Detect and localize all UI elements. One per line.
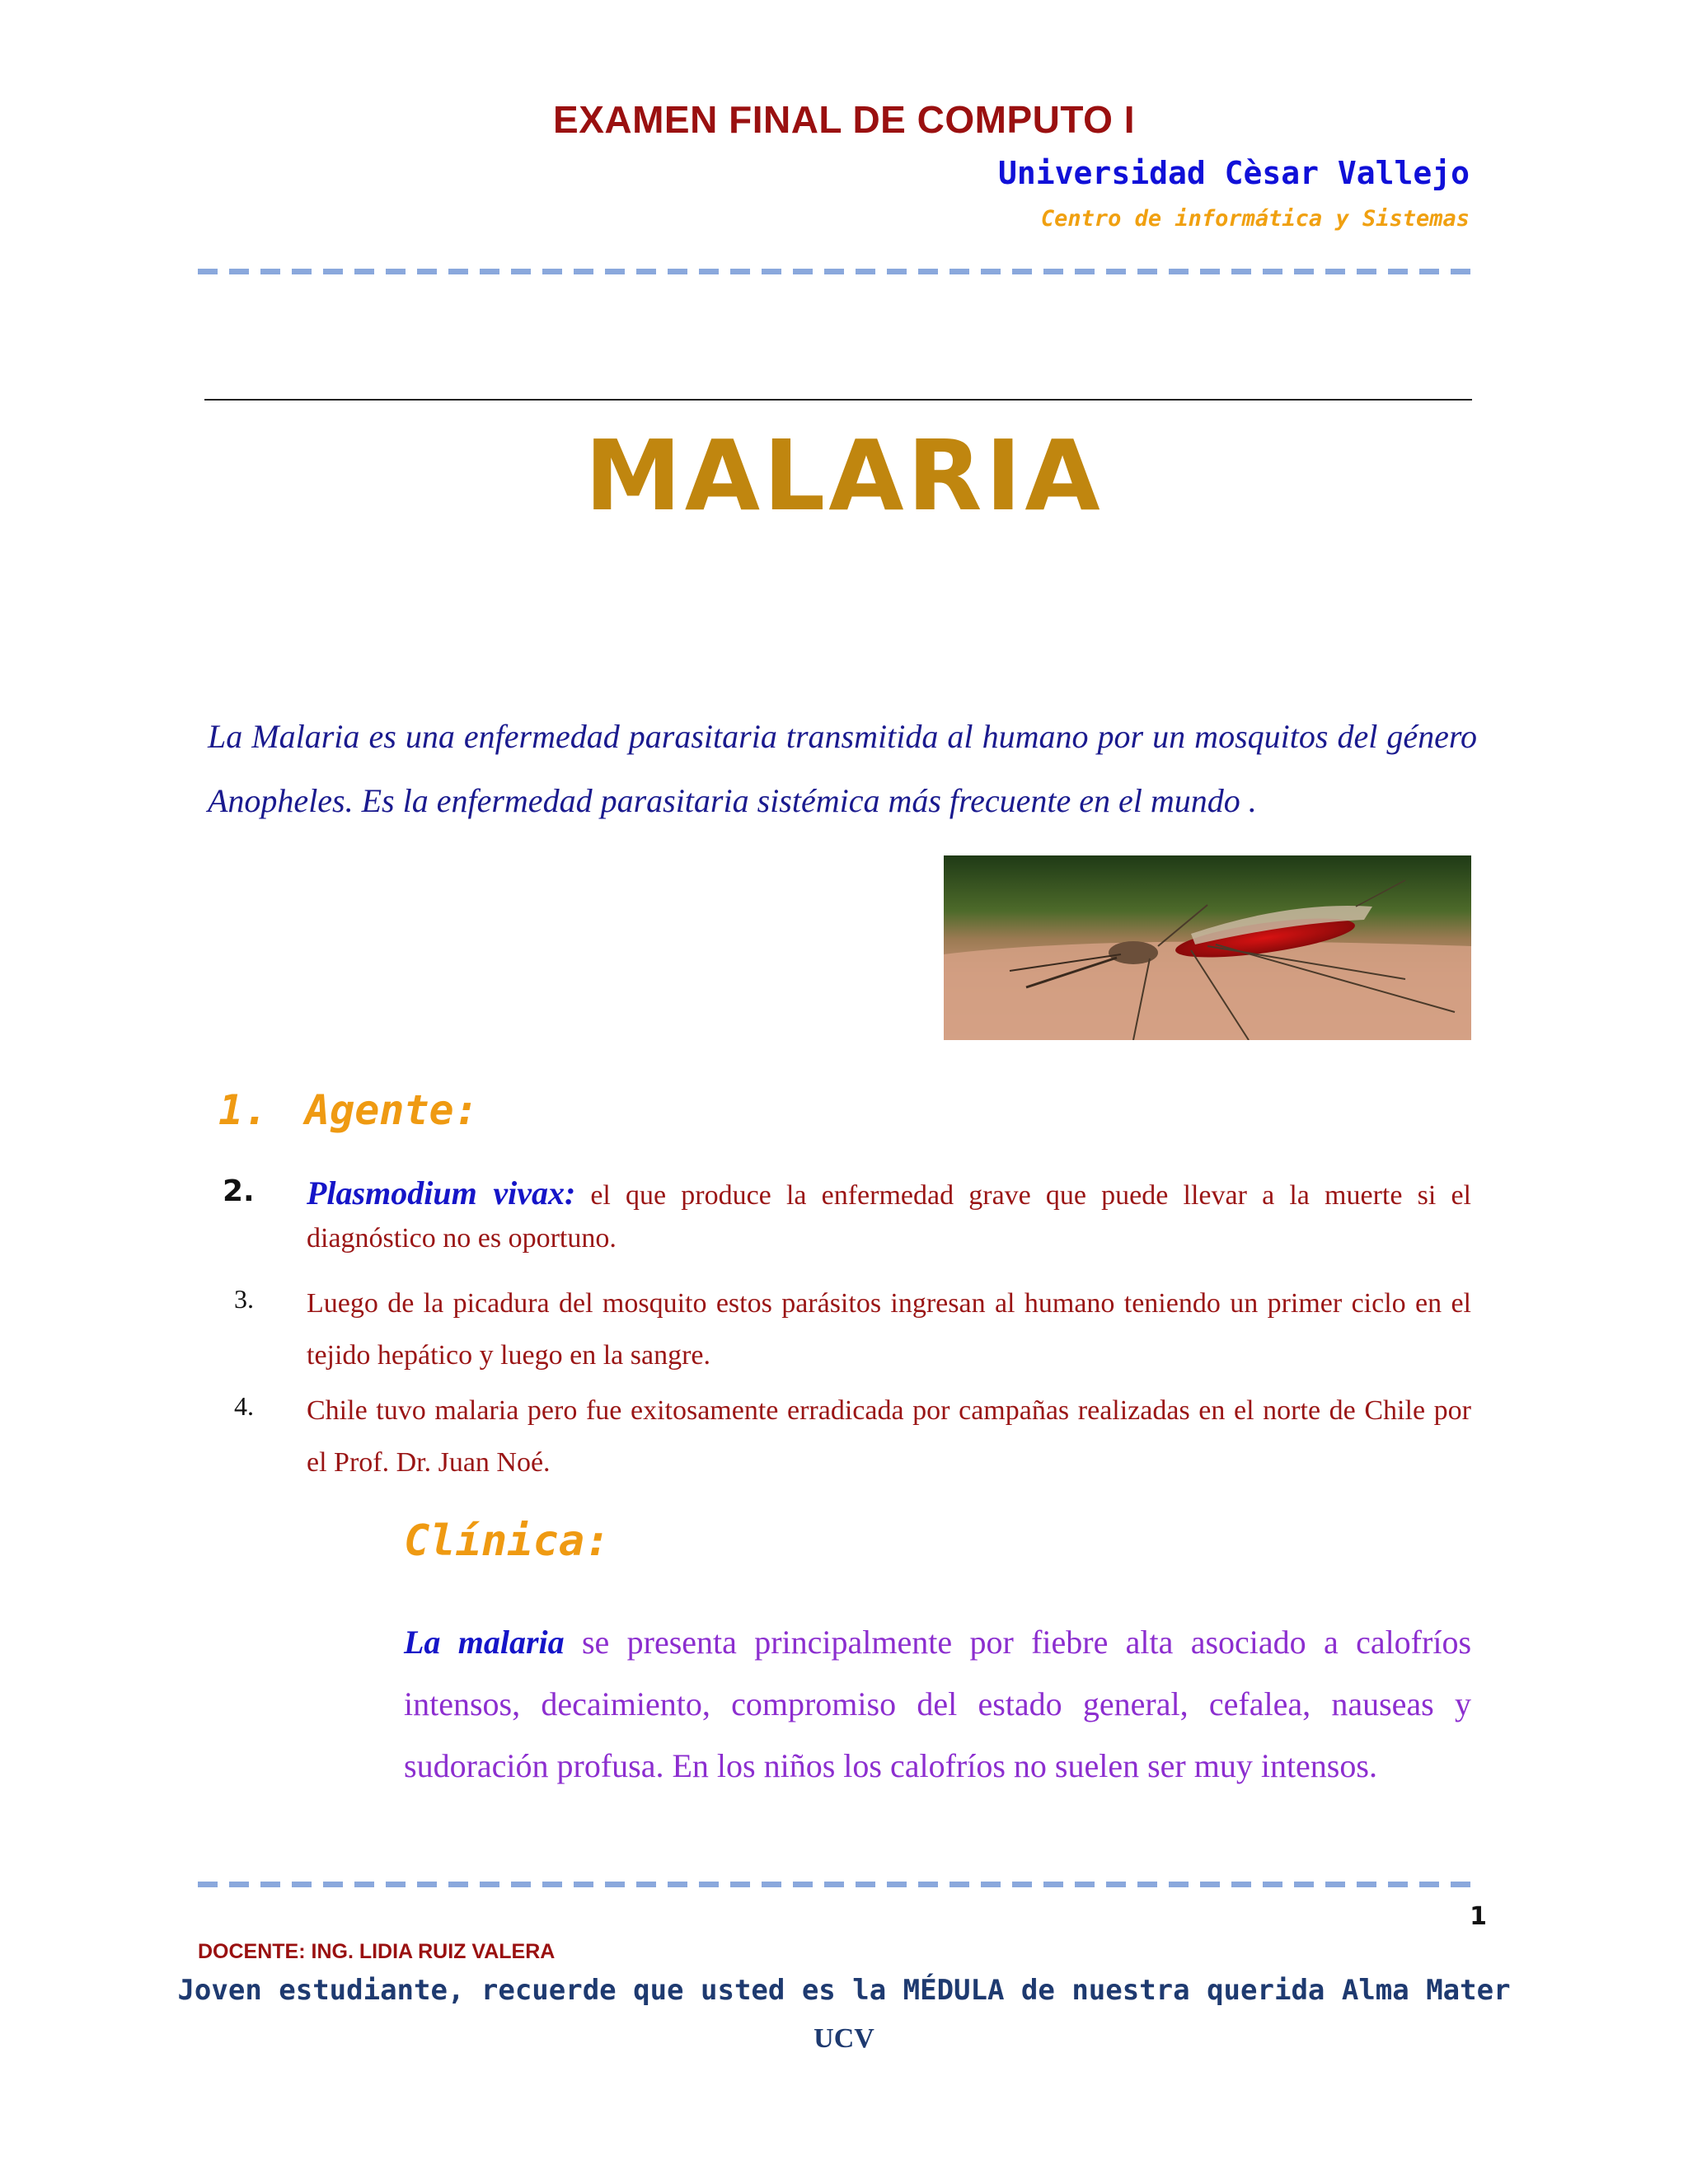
- footer-motto: Joven estudiante, recuerde que usted es la MÉDULA de nuestra querida Alma Mater: [177, 1974, 1511, 2007]
- center-name: Centro de informática y Sistemas: [1040, 206, 1470, 232]
- list-item: Chile tuvo malaria pero fue exitosamente erradicada por campañas realizadas en el norte de Chile por el Prof. Dr. Juan Noé.: [307, 1395, 1471, 1478]
- list-item-number: 4.: [234, 1391, 254, 1421]
- plasmodium-vivax-term: Plasmodium vivax:: [307, 1174, 576, 1212]
- list-item-text: el que produce la enfermedad grave que puede llevar a la muerte si el diagnóstico no es oportuno.: [307, 1180, 1471, 1254]
- la-malaria-term: La malaria: [404, 1624, 565, 1661]
- intro-paragraph: La Malaria es una enfermedad parasitaria transmitida al humano por un mosquitos del género Anopheles. Es la enfermedad parasitaria sistémica más frecuente en el mundo .: [208, 718, 1477, 819]
- mosquito-photo: [944, 855, 1471, 1040]
- header-dashed-divider: [198, 269, 1471, 274]
- list-item-number: 3.: [234, 1284, 254, 1314]
- title-rule: [204, 399, 1472, 401]
- footer-dashed-divider: [198, 1882, 1471, 1887]
- clinica-text: se presenta principalmente por fiebre alta asociado a calofríos intensos, decaimiento, compromiso del estado general, cefalea, nauseas y sudoración profusa. En los niños los calofríos no suelen ser muy intensos.: [404, 1624, 1472, 1784]
- exam-title: EXAMEN FINAL DE COMPUTO I: [553, 98, 1135, 141]
- section-agente-heading: Agente:: [305, 1086, 479, 1134]
- page-number: 1: [1470, 1902, 1487, 1931]
- footer-acronym: UCV: [814, 2023, 874, 2054]
- list-item: Luego de la picadura del mosquito estos parásitos ingresan al humano teniendo un primer ciclo en el tejido hepático y luego en la sangre.: [307, 1288, 1471, 1371]
- university-name: Universidad Cèsar Vallejo: [998, 155, 1470, 191]
- document-title: MALARIA: [584, 419, 1104, 532]
- teacher-name: DOCENTE: ING. LIDIA RUIZ VALERA: [198, 1940, 556, 1963]
- list-item: [307, 1172, 1471, 1260]
- clinica-paragraph: [404, 1611, 1471, 1797]
- section-agente-number: 1.: [218, 1086, 269, 1134]
- list-item-number: 2.: [223, 1174, 255, 1208]
- section-clinica-heading: Clínica:: [404, 1516, 611, 1566]
